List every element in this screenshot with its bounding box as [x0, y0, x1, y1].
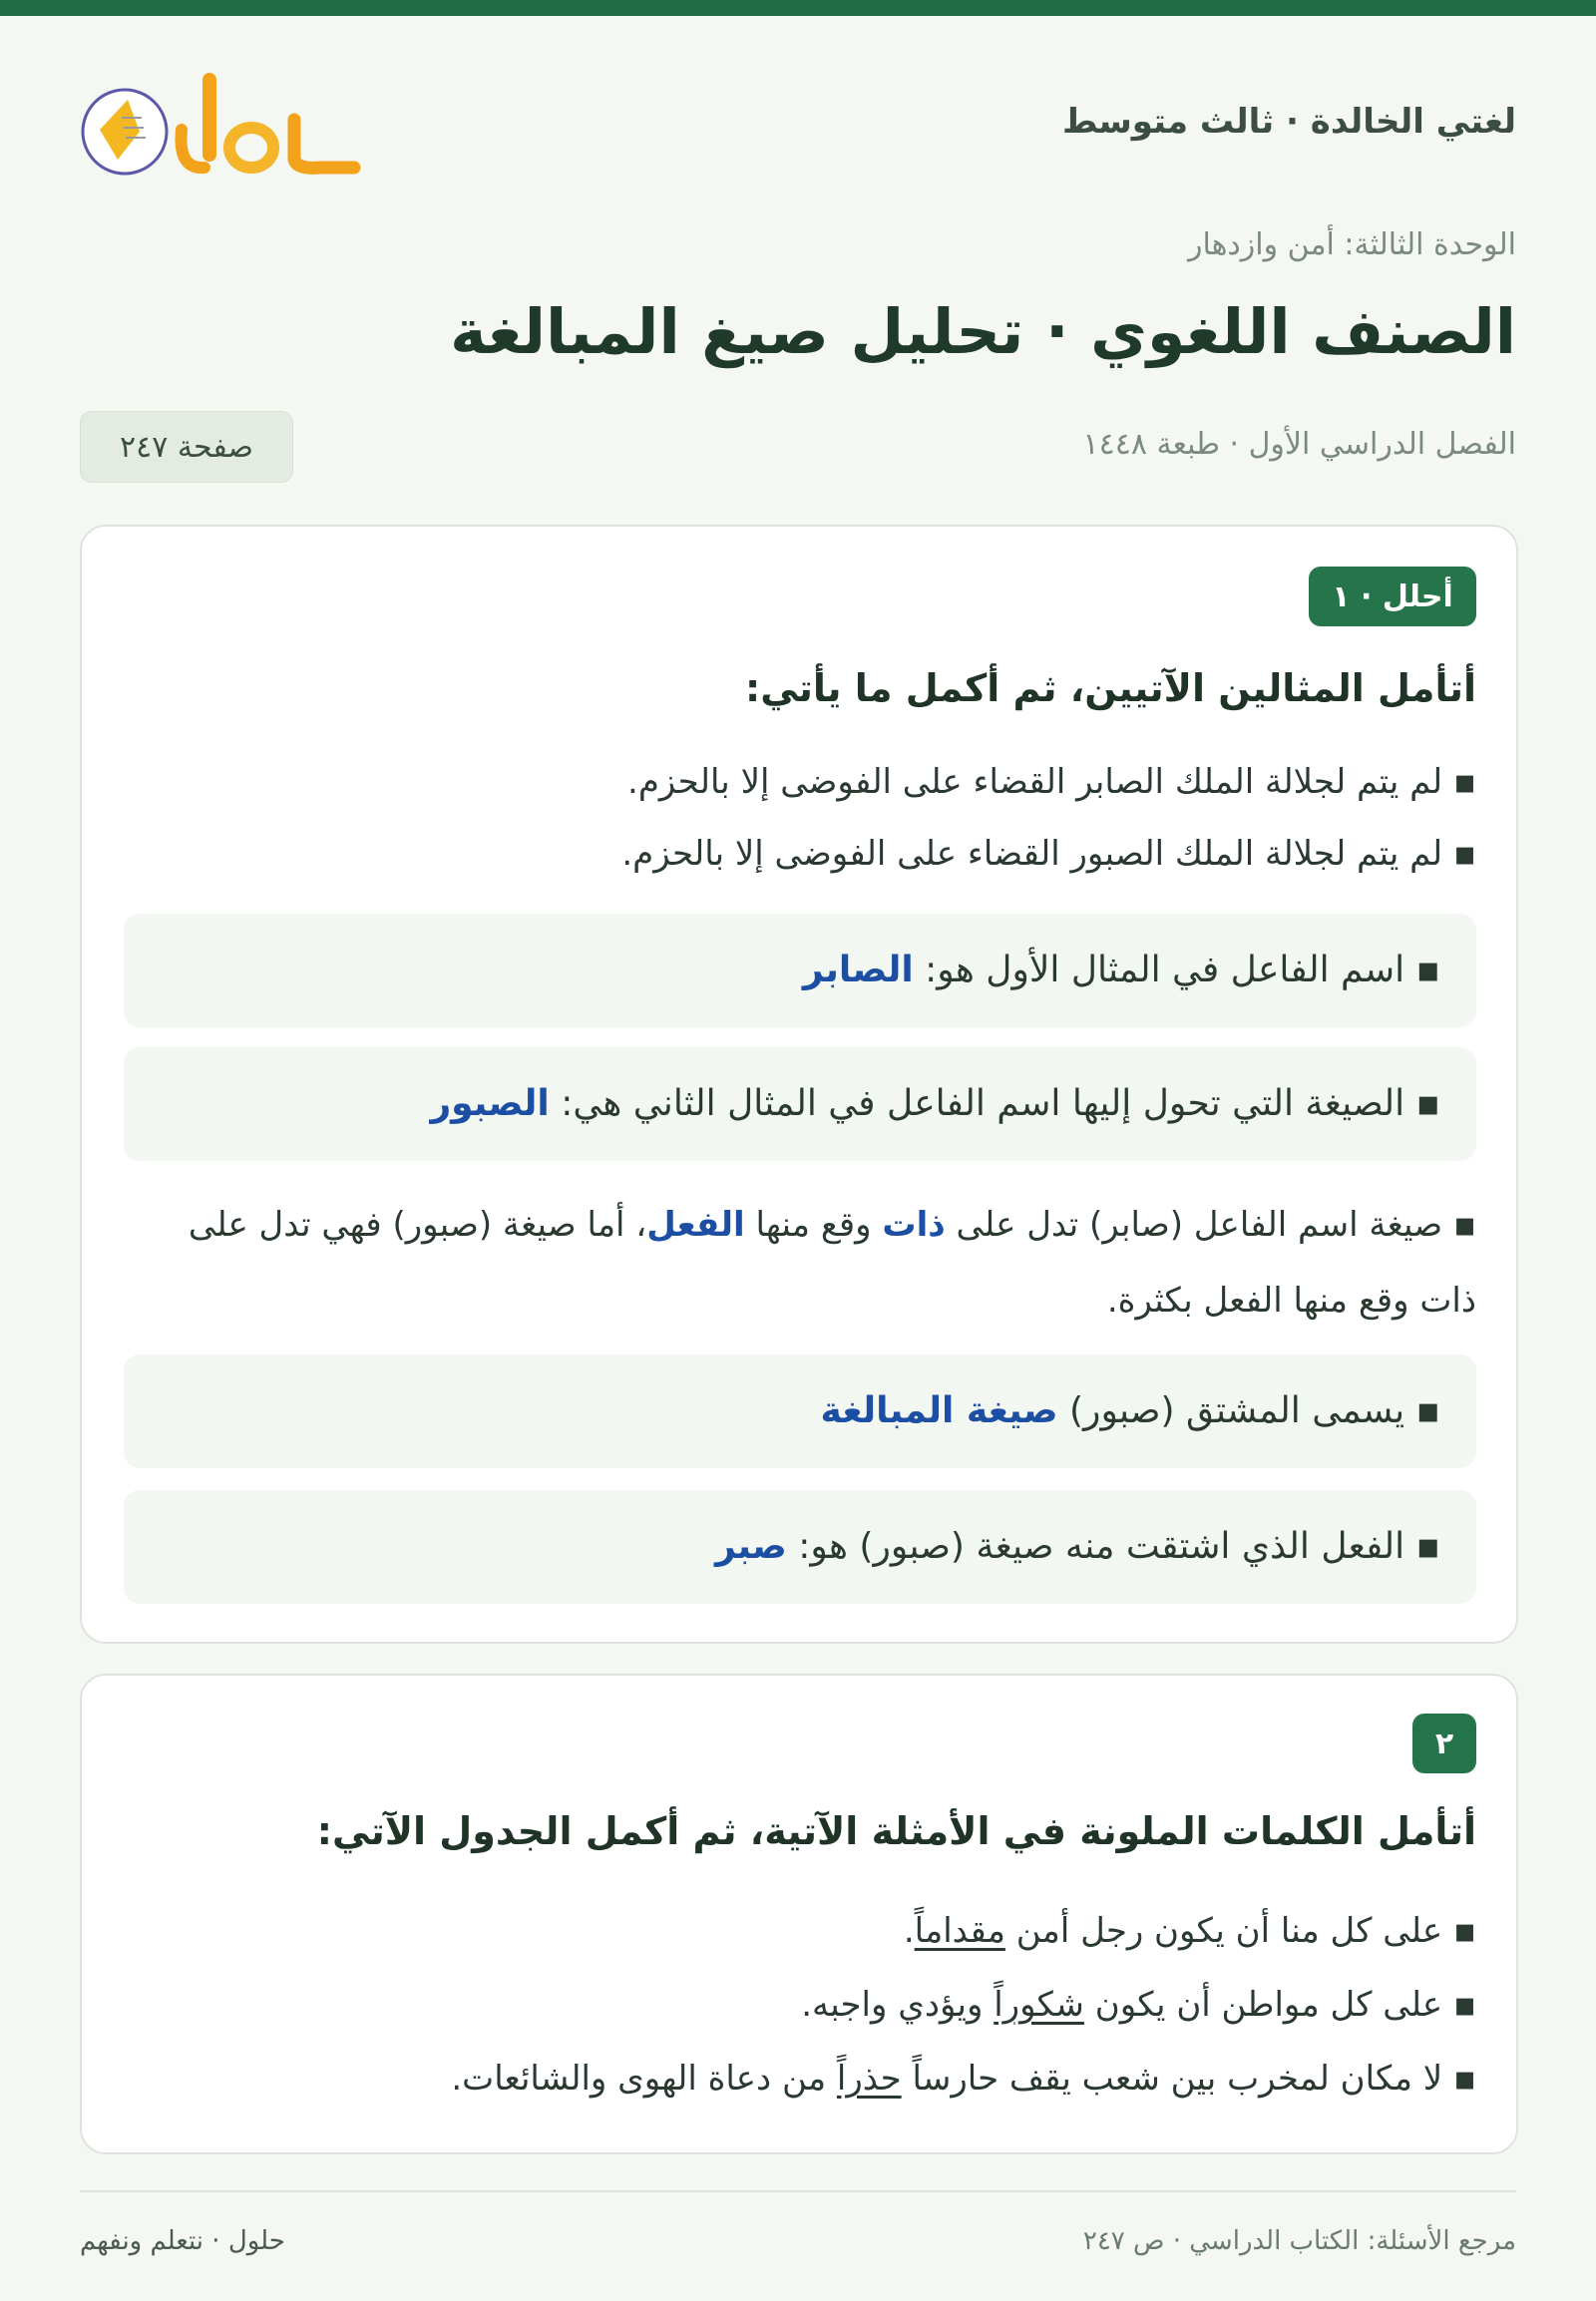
answer-text: الفعل	[646, 1205, 745, 1245]
example-sentence: ▪ على كل مواطن أن يكون شكوراً ويؤدي واجبه.	[801, 1985, 1476, 2025]
section-table-card	[80, 1674, 1518, 2154]
footer-reference: مرجع الأسئلة: الكتاب الدراسي · ص ٢٤٧	[1082, 2226, 1516, 2256]
subject-title: لغتي الخالدة · ثالث متوسط	[1061, 102, 1516, 142]
answer-box: ▪ الصيغة التي تحول إليها اسم الفاعل في المثال الثاني هي: الصبور	[124, 1047, 1476, 1161]
explanation-note: ▪ صيغة اسم الفاعل (صابر) تدل على ذات وقع منها الفعل، أما صيغة (صبور) فهي تدل على ذات وقع منها الفعل بكثرة.	[188, 1205, 1476, 1321]
section-question: أتأمل الكلمات الملونة في الأمثلة الآتية، ثم أكمل الجدول الآتي:	[316, 1809, 1476, 1853]
example-sentence: ▪ لا مكان لمخرب بين شعب يقف حارساً حذراً من دعاة الهوى والشائعات.	[451, 2059, 1476, 2099]
example-sentence: ▪ لم يتم لجلالة الملك الصابر القضاء على الفوضى إلا بالحزم.	[627, 762, 1476, 802]
page-header	[80, 60, 1516, 190]
answer-box: ▪ يسمى المشتق (صبور) صيغة المبالغة	[124, 1354, 1476, 1468]
unit-label: الوحدة الثالثة: أمن وازدهار	[1187, 227, 1516, 262]
term-label: الفصل الدراسي الأول · طبعة ١٤٤٨	[1082, 427, 1516, 462]
underlined-word: مقداماً	[914, 1911, 1005, 1951]
section-question: أتأمل المثالين الآتيين، ثم أكمل ما يأتي:	[745, 666, 1476, 710]
answer-box: ▪ اسم الفاعل في المثال الأول هو: الصابر	[124, 914, 1476, 1027]
section-badge: أحلل · ١	[1309, 567, 1476, 626]
page-title: الصنف اللغوي · تحليل صيغ المبالغة	[450, 295, 1516, 368]
footer-brand: حلول · نتعلم ونفهم	[80, 2226, 285, 2256]
answer-text: الصبور	[430, 1083, 550, 1124]
underlined-word: شكوراً	[994, 1985, 1084, 2025]
footer-divider	[80, 2190, 1516, 2192]
section-badge: ٢	[1412, 1714, 1476, 1773]
answer-box: ▪ الفعل الذي اشتقت منه صيغة (صبور) هو: صبر	[124, 1490, 1476, 1604]
answer-text: صيغة المبالغة	[820, 1390, 1058, 1431]
section-analyze-card	[80, 525, 1518, 1644]
answer-text: صبر	[714, 1526, 787, 1567]
example-sentence: ▪ على كل منا أن يكون رجل أمن مقداماً.	[903, 1911, 1476, 1951]
page-number-badge: صفحة ٢٤٧	[80, 411, 293, 483]
example-sentence: ▪ لم يتم لجلالة الملك الصبور القضاء على الفوضى إلا بالحزم.	[621, 834, 1476, 874]
answer-text: ذات	[882, 1205, 946, 1245]
hulul-logo	[80, 60, 369, 190]
underlined-word: حذراً	[836, 2059, 902, 2099]
top-accent-bar	[0, 0, 1596, 16]
answer-text: الصابر	[802, 950, 914, 990]
